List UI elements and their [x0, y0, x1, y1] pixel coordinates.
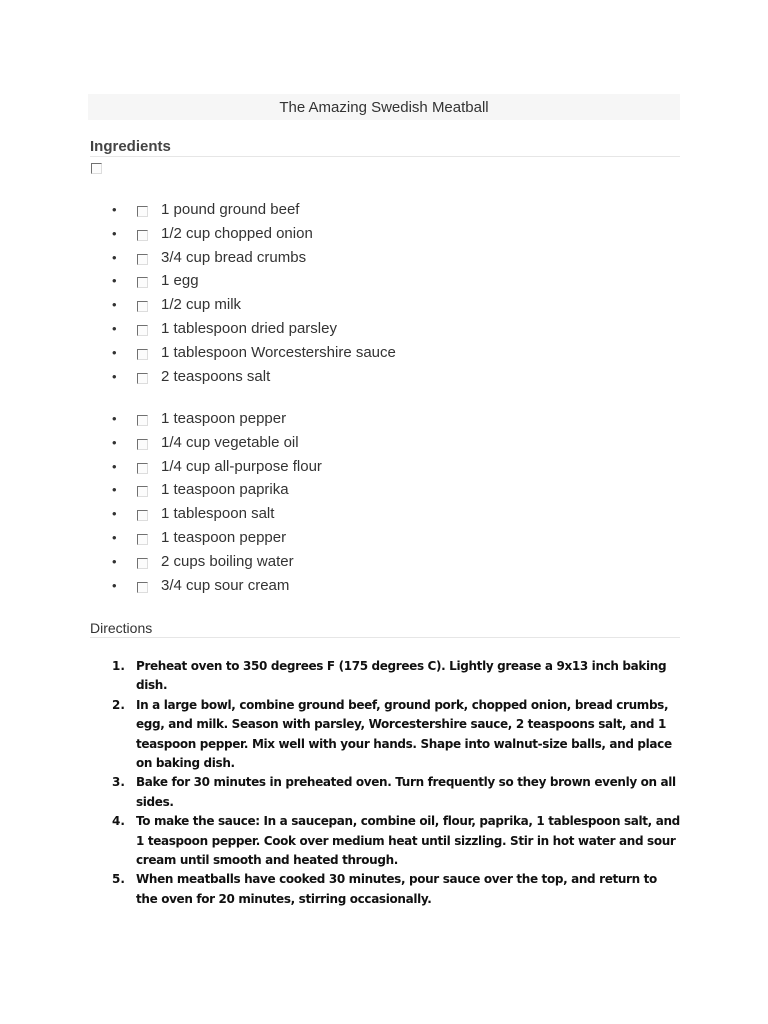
ingredients-list-a: [0, 198, 768, 388]
direction-step: [0, 773, 768, 812]
ingredient-label: 3/4 cup bread crumbs: [161, 248, 307, 266]
ingredient-label: 1 teaspoon pepper: [161, 410, 287, 427]
bullet: •: [112, 344, 117, 360]
recipe-title: [88, 94, 680, 120]
ingredients-heading: Ingredients: [90, 138, 680, 157]
bullet: •: [112, 482, 117, 498]
ingredient-item: [0, 222, 768, 246]
ingredient-item: [0, 502, 768, 526]
step-number: 2.: [112, 697, 125, 712]
ingredient-label: 1 egg: [161, 272, 199, 290]
ingredient-label: 1/2 cup chopped onion: [161, 224, 313, 242]
ingredient-label: 3/4 cup sour cream: [161, 576, 290, 594]
bullet: •: [112, 529, 117, 545]
bullet: •: [112, 506, 117, 522]
ingredient-checkbox[interactable]: [137, 463, 148, 474]
ingredient-label: 1 teaspoon pepper: [161, 528, 287, 546]
ingredient-label: 1/4 cup vegetable oil: [161, 433, 299, 451]
ingredient-checkbox[interactable]: [137, 510, 148, 521]
step-number: 1.: [112, 659, 125, 673]
ingredient-item: [0, 365, 768, 389]
ingredients-list-b: [0, 407, 768, 597]
recipe-title-text: The Amazing Swedish Meatball: [279, 98, 489, 116]
directions-heading: Directions: [90, 620, 680, 638]
ingredient-label: 1/2 cup milk: [161, 296, 242, 314]
ingredient-item: [0, 198, 768, 222]
ingredient-item: [0, 246, 768, 270]
bullet: •: [112, 434, 117, 450]
ingredient-item: [0, 526, 768, 550]
ingredient-item: [0, 550, 768, 574]
step-text: In a large bowl, combine ground beef, ground pork, chopped onion, bread crumbs, egg, and milk. Season with parsley, Worcestershire sauce, 2 teaspoons salt, and 1 teaspoon pepper. Mix well with your hands. Shape into walnut-size balls, and place on baking dish.: [136, 697, 672, 771]
ingredient-item: [0, 407, 768, 431]
ingredient-label: 2 cups boiling water: [161, 552, 294, 570]
ingredient-label: 1 tablespoon salt: [161, 505, 275, 523]
ingredient-label: 1 tablespoon dried parsley: [161, 319, 337, 337]
ingredient-item: [0, 293, 768, 317]
step-number: 5.: [112, 872, 125, 887]
ingredient-item: [0, 341, 768, 365]
bullet: •: [112, 368, 117, 384]
direction-step: [0, 696, 768, 774]
bullet: •: [112, 273, 117, 289]
bullet: •: [112, 225, 117, 241]
ingredient-checkbox[interactable]: [137, 230, 148, 241]
bullet: •: [112, 249, 117, 265]
ingredients-select-all-checkbox[interactable]: [91, 163, 102, 174]
ingredient-checkbox[interactable]: [137, 206, 148, 217]
step-text: Preheat oven to 350 degrees F (175 degrees C). Lightly grease a 9x13 inch baking dish.: [136, 659, 667, 693]
ingredient-item: [0, 478, 768, 502]
ingredient-item: [0, 431, 768, 455]
ingredient-checkbox[interactable]: [137, 301, 148, 312]
direction-step: [0, 870, 768, 909]
direction-step: [0, 657, 768, 696]
ingredient-checkbox[interactable]: [137, 534, 148, 545]
step-number: 3.: [112, 775, 125, 790]
ingredient-item: [0, 317, 768, 341]
step-text: To make the sauce: In a saucepan, combine oil, flour, paprika, 1 tablespoon salt, and 1 teaspoon pepper. Cook over medium heat until sizzling. Stir in hot water and sour cream until smooth and heated through.: [136, 814, 680, 868]
direction-step: [0, 812, 768, 870]
ingredient-checkbox[interactable]: [137, 373, 148, 384]
ingredient-checkbox[interactable]: [137, 486, 148, 497]
bullet: •: [112, 553, 117, 569]
ingredient-label: 1/4 cup all-purpose flour: [161, 457, 322, 475]
bullet: •: [112, 411, 117, 426]
ingredient-label: 1 tablespoon Worcestershire sauce: [161, 343, 396, 361]
step-text: Bake for 30 minutes in preheated oven. Turn frequently so they brown evenly on all sides.: [136, 775, 676, 809]
step-text: When meatballs have cooked 30 minutes, pour sauce over the top, and return to the oven for 20 minutes, stirring occasionally.: [136, 872, 657, 906]
ingredient-checkbox[interactable]: [137, 415, 148, 426]
ingredient-label: 1 teaspoon paprika: [161, 481, 289, 499]
bullet: •: [112, 320, 117, 336]
bullet: •: [112, 297, 117, 313]
ingredient-label: 1 pound ground beef: [161, 201, 300, 218]
ingredient-checkbox[interactable]: [137, 325, 148, 336]
ingredient-checkbox[interactable]: [137, 558, 148, 569]
ingredient-checkbox[interactable]: [137, 439, 148, 450]
bullet: •: [112, 577, 117, 593]
bullet: •: [112, 458, 117, 474]
ingredient-checkbox[interactable]: [137, 254, 148, 265]
ingredient-checkbox[interactable]: [137, 349, 148, 360]
step-number: 4.: [112, 814, 125, 829]
directions-list: [0, 657, 768, 909]
ingredient-item: [0, 455, 768, 479]
ingredient-item: [0, 574, 768, 598]
ingredient-checkbox[interactable]: [137, 277, 148, 288]
ingredient-item: [0, 269, 768, 293]
ingredient-checkbox[interactable]: [137, 582, 148, 593]
bullet: •: [112, 202, 117, 217]
ingredient-label: 2 teaspoons salt: [161, 367, 271, 385]
